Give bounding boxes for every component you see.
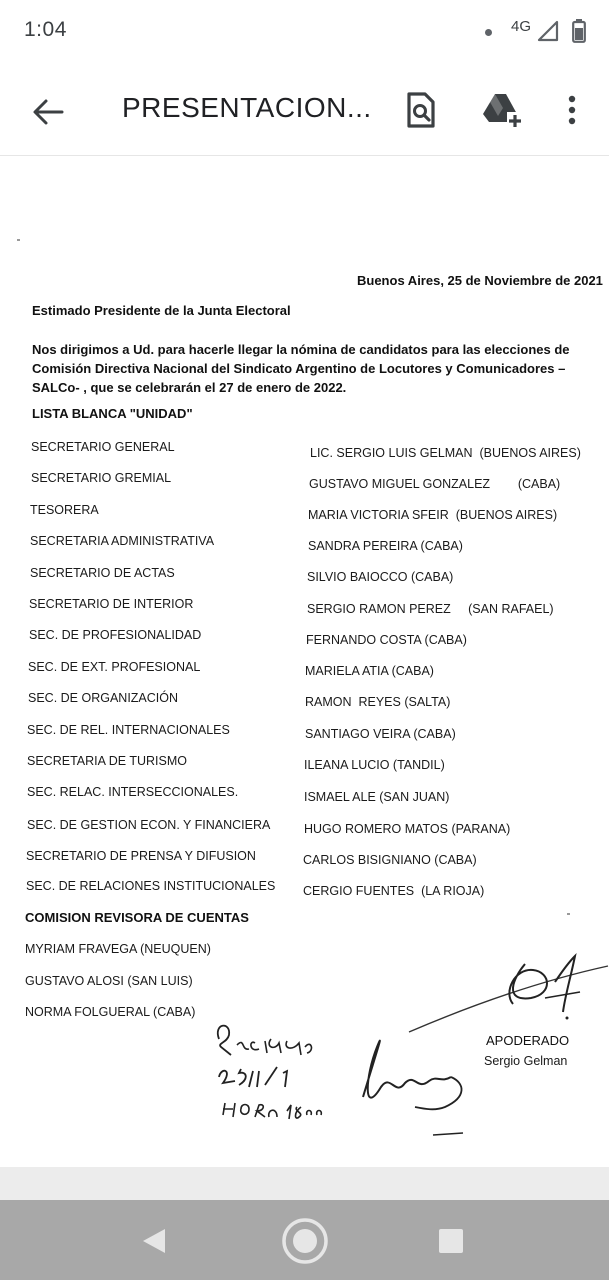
notification-dot-icon	[485, 29, 492, 36]
letter-intro: Nos dirigimos a Ud. para hacerle llegar la nómina de candidatos para las elecciones de Comisión Directiva Nacional del Sindicato Argentino de Locutores y Comunicadores –SALCo- , que se celebrarán el 27 de enero de 2022.	[32, 342, 570, 395]
position-candidate: GUSTAVO MIGUEL GONZALEZ (CABA)	[309, 477, 561, 491]
nav-back-icon[interactable]	[129, 1216, 179, 1266]
position-role: SEC. DE PROFESIONALIDAD	[29, 628, 202, 642]
position-candidate: SANDRA PEREIRA (CABA)	[308, 539, 463, 553]
position-candidate: SILVIO BAIOCCO (CABA)	[307, 570, 454, 584]
scan-speck	[17, 239, 20, 241]
apoderado-name: Sergio Gelman	[484, 1054, 568, 1068]
add-to-drive-icon[interactable]	[479, 88, 523, 132]
document-title: PRESENTACION...	[122, 92, 372, 123]
status-time: 1:04	[24, 18, 67, 41]
position-candidate: HUGO ROMERO MATOS (PARANA)	[304, 822, 511, 836]
nav-recents-icon[interactable]	[426, 1216, 476, 1266]
position-role: SECRETARIO DE ACTAS	[30, 566, 175, 580]
status-bar	[0, 0, 609, 64]
scan-speck	[567, 913, 570, 915]
position-role: SECRETARIO DE INTERIOR	[29, 597, 194, 611]
document-viewer[interactable]	[0, 157, 609, 1167]
position-role: SECRETARIA DE TURISMO	[27, 754, 187, 768]
scanned-letter	[0, 157, 609, 1167]
list-title: LISTA BLANCA "UNIDAD"	[32, 406, 193, 421]
network-type: 4G	[511, 18, 532, 35]
position-role: SEC. RELAC. INTERSECCIONALES.	[27, 785, 239, 799]
position-role: SECRETARIA ADMINISTRATIVA	[30, 534, 215, 548]
review-member: NORMA FOLGUERAL (CABA)	[25, 1005, 196, 1019]
nav-home-icon[interactable]	[280, 1216, 330, 1266]
position-role: SEC. DE GESTION ECON. Y FINANCIERA	[27, 818, 271, 832]
position-candidate: SERGIO RAMON PEREZ (SAN RAFAEL)	[307, 602, 554, 616]
review-member: MYRIAM FRAVEGA (NEUQUEN)	[25, 942, 211, 956]
letter-greeting: Estimado Presidente de la Junta Electoral	[32, 303, 291, 318]
review-title: COMISION REVISORA DE CUENTAS	[25, 910, 249, 925]
system-navigation-bar	[0, 1200, 609, 1280]
position-role: SECRETARIO GENERAL	[31, 440, 175, 454]
apoderado-label: APODERADO	[486, 1033, 570, 1048]
document-bottom-margin	[0, 1167, 609, 1200]
position-role: SEC. DE EXT. PROFESIONAL	[28, 660, 201, 674]
position-role: SEC. DE ORGANIZACIÓN	[28, 691, 179, 705]
position-candidate: CERGIO FUENTES (LA RIOJA)	[303, 884, 485, 898]
position-candidate: CARLOS BISIGNIANO (CABA)	[303, 853, 477, 867]
position-candidate: MARIA VICTORIA SFEIR (BUENOS AIRES)	[308, 508, 558, 522]
find-in-page-icon[interactable]	[398, 88, 442, 132]
review-member: GUSTAVO ALOSI (SAN LUIS)	[25, 974, 193, 988]
position-candidate: RAMON REYES (SALTA)	[305, 695, 451, 709]
handwritten-receipt	[205, 1017, 485, 1152]
signal-icon	[537, 20, 559, 42]
position-role: SECRETARIO DE PRENSA Y DIFUSION	[26, 849, 256, 863]
position-candidate: ISMAEL ALE (SAN JUAN)	[304, 790, 450, 804]
position-candidate: MARIELA ATIA (CABA)	[305, 664, 434, 678]
letter-date: Buenos Aires, 25 de Noviembre de 2021	[357, 273, 603, 288]
battery-icon	[572, 19, 586, 43]
position-role: TESORERA	[30, 503, 99, 517]
position-candidate: SANTIAGO VEIRA (CABA)	[305, 727, 456, 741]
position-role: SECRETARIO GREMIAL	[31, 471, 172, 485]
position-candidate: FERNANDO COSTA (CABA)	[306, 633, 467, 647]
position-candidate: LIC. SERGIO LUIS GELMAN (BUENOS AIRES)	[310, 446, 581, 460]
position-role: SEC. DE RELACIONES INSTITUCIONALES	[26, 879, 276, 893]
position-candidate: ILEANA LUCIO (TANDIL)	[304, 758, 445, 772]
back-arrow-icon[interactable]	[28, 92, 68, 132]
position-role: SEC. DE REL. INTERNACIONALES	[27, 723, 230, 737]
app-bar	[0, 64, 609, 156]
more-vert-icon[interactable]	[550, 88, 594, 132]
